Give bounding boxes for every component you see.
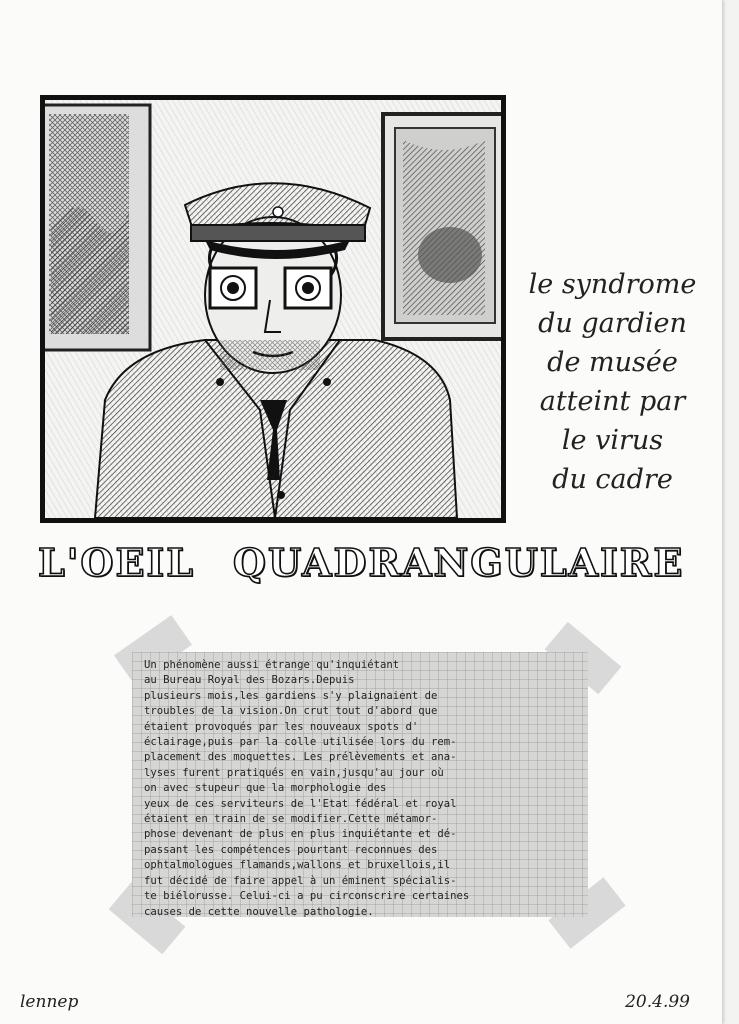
typed-line: troubles de la vision.On crut tout d'abord que xyxy=(144,705,438,718)
typed-line: étaient en train de se modifier.Cette métamor- xyxy=(144,813,438,826)
handwritten-caption xyxy=(510,265,715,499)
museum-guard-drawing xyxy=(45,100,501,518)
typed-line: Un phénomène aussi étrange qu'inquiétant xyxy=(144,659,400,671)
left-painting xyxy=(45,105,150,350)
illustration-panel xyxy=(40,95,506,523)
typed-line: te biélorusse. Celui-ci a pu circonscrire certaines xyxy=(144,890,470,903)
date-label: 20.4.99 xyxy=(625,992,690,1012)
typed-line: plusieurs mois,les gardiens s'y plaignaient de xyxy=(144,689,438,702)
artist-signature: lennep xyxy=(20,992,79,1012)
typed-line: causes de cette nouvelle pathologie. xyxy=(144,905,374,918)
caption-line: de musée xyxy=(547,347,678,378)
caption-line: du gardien xyxy=(538,308,687,339)
typed-line: yeux de ces serviteurs de l'Etat fédéral et royal xyxy=(144,797,457,810)
typed-line: placement des moquettes. Les prélèvements et ana- xyxy=(144,751,457,764)
page-title xyxy=(38,540,685,585)
typed-line: ophtalmologues flamands,wallons et bruxellois,il xyxy=(144,859,451,872)
typed-line: passant les compétences pourtant reconnues des xyxy=(144,843,438,856)
typed-line: lyses furent pratiqués en vain,jusqu'au jour où xyxy=(144,766,444,779)
typed-note xyxy=(132,652,588,917)
caption-line: du cadre xyxy=(552,464,673,495)
typed-line: éclairage,puis par la colle utilisée lors du rem- xyxy=(144,736,457,749)
right-painting xyxy=(383,114,501,339)
typed-line: au Bureau Royal des Bozars.Depuis xyxy=(144,674,355,687)
caption-line: atteint par xyxy=(539,386,686,417)
typed-line: phose devenant de plus en plus inquiétante et dé- xyxy=(144,828,457,841)
title-word: QUADRANGULAIRE xyxy=(232,540,685,585)
caption-line: le syndrome xyxy=(528,269,697,300)
typed-line: étaient provoqués par les nouveaux spots d' xyxy=(144,720,419,733)
typed-line: on avec stupeur que la morphologie des xyxy=(144,782,387,795)
caption-line: le virus xyxy=(561,425,664,456)
typed-line: fut décidé de faire appel à un éminent spécialis- xyxy=(144,874,457,887)
title-word: L'OEIL xyxy=(38,540,195,585)
